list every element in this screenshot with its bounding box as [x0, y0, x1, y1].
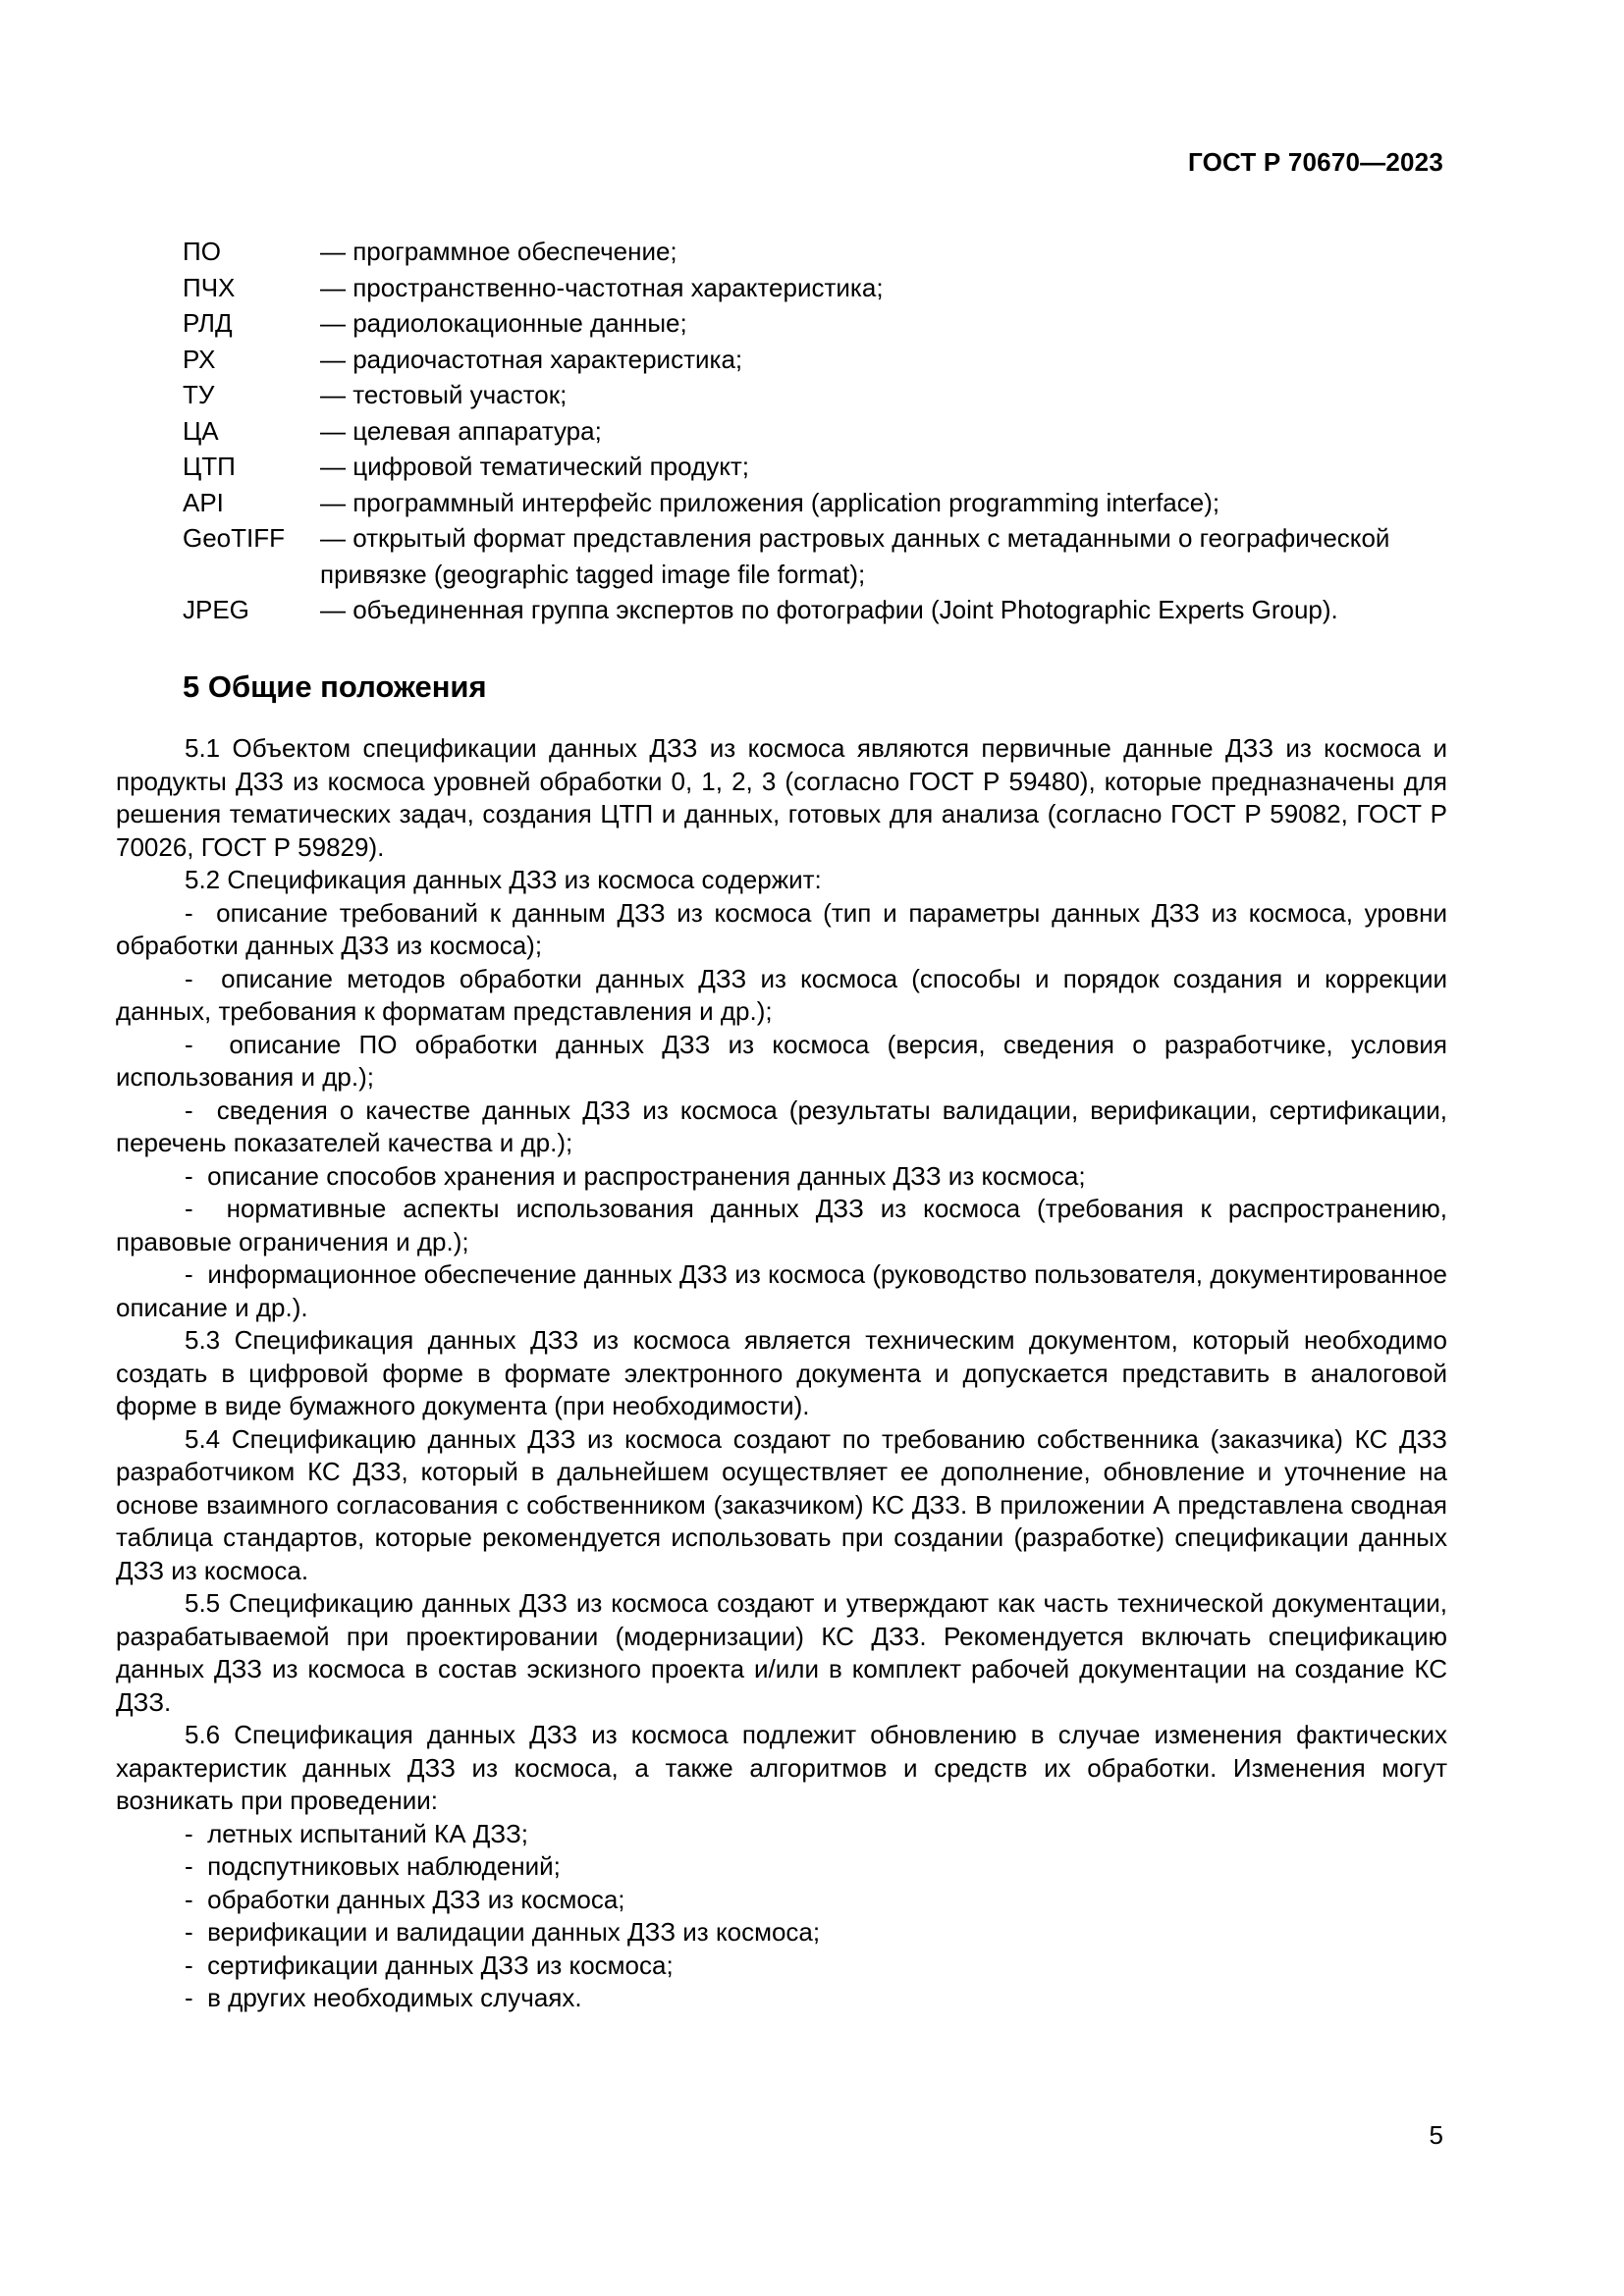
- list-item: - верификации и валидации данных ДЗЗ из космоса;: [116, 1916, 1447, 1949]
- paragraph-5-2: 5.2 Спецификация данных ДЗЗ из космоса содержит:: [185, 865, 822, 894]
- abbreviation-item: [183, 342, 1445, 378]
- abbreviation-term: JPEG: [183, 595, 249, 624]
- abbreviation-item: [183, 413, 1445, 450]
- abbreviation-definition: — радиочастотная характеристика;: [320, 344, 743, 374]
- abbreviation-definition: — пространственно-частотная характеристика;: [320, 272, 884, 302]
- paragraph-5-4: 5.4 Спецификацию данных ДЗЗ из космоса создают по требованию собственника (заказчика) КС ДЗЗ разработчиком КС ДЗЗ, который в дальнейшем осуществляет ее дополнение, обновление и уточнение на основе взаимного согласования с собственником (заказчиком) КС ДЗЗ. В приложении А представлена сводная таблица стандартов, которые рекомендуется использовать при создании (разработке) спецификации данных ДЗЗ из космоса.: [116, 1423, 1447, 1585]
- abbreviation-item: [183, 592, 1445, 628]
- paragraph-5-6: 5.6 Спецификация данных ДЗЗ из космоса подлежит обновлению в случае изменения фактических характеристик данных ДЗЗ из космоса, а также алгоритмов и средств их обработки. Изменения могут возникать при проведении:: [116, 1720, 1447, 1815]
- list-item: - сведения о качестве данных ДЗЗ из космоса (результаты валидации, верификации, сертификации, перечень показателей качества и др.);: [116, 1095, 1447, 1160]
- abbreviation-definition: — тестовый участок;: [320, 380, 568, 409]
- abbreviation-definition: — цифровой тематический продукт;: [320, 452, 749, 481]
- abbreviation-item: [183, 234, 1445, 270]
- section-body: [116, 732, 1447, 2015]
- abbreviation-term: ЦА: [183, 415, 219, 446]
- abbreviation-definition: — объединенная группа экспертов по фотографии (Joint Photographic Experts Group).: [320, 595, 1338, 624]
- list-item: - летных испытаний КА ДЗЗ;: [116, 1818, 1447, 1851]
- abbreviation-term: GeoTIFF: [183, 523, 286, 553]
- page-number: 5: [1429, 2120, 1443, 2150]
- abbreviation-item: [183, 520, 1445, 592]
- list-item: - описание способов хранения и распространения данных ДЗЗ из космоса;: [116, 1160, 1447, 1194]
- abbreviation-definition: — целевая аппаратура;: [320, 415, 602, 446]
- list-item: - нормативные аспекты использования данных ДЗЗ из космоса (требования к распространению, правовые ограничения и др.);: [116, 1193, 1447, 1258]
- list-item: - обработки данных ДЗЗ из космоса;: [116, 1884, 1447, 1917]
- abbreviation-item: [183, 270, 1445, 306]
- abbreviation-term: ПЧХ: [183, 272, 236, 302]
- abbreviation-definition: — программный интерфейс приложения (application programming interface);: [320, 487, 1220, 517]
- abbreviation-term: РЛД: [183, 308, 233, 338]
- abbreviation-definition: — радиолокационные данные;: [320, 308, 687, 338]
- list-item: - сертификации данных ДЗЗ из космоса;: [116, 1949, 1447, 1983]
- abbreviation-definition: — открытый формат представления растровых данных с метаданными о географической привязке (geographic tagged image file format);: [320, 523, 1390, 589]
- abbreviation-item: [183, 305, 1445, 342]
- list-item: - подспутниковых наблюдений;: [116, 1850, 1447, 1884]
- paragraph-5-5: 5.5 Спецификацию данных ДЗЗ из космоса создают и утверждают как часть технической документации, разрабатываемой при проектировании (модернизации) КС ДЗЗ. Рекомендуется включать спецификацию данных ДЗЗ из космоса в состав эскизного проекта и/или в комплект рабочей документации на создание КС ДЗЗ.: [116, 1588, 1447, 1717]
- abbreviation-item: [183, 377, 1445, 413]
- section-title: 5 Общие положения: [183, 669, 487, 704]
- list-item: - описание ПО обработки данных ДЗЗ из космоса (версия, сведения о разработчике, условия использования и др.);: [116, 1029, 1447, 1095]
- paragraph-5-1: 5.1 Объектом спецификации данных ДЗЗ из космоса являются первичные данные ДЗЗ из космоса и продукты ДЗЗ из космоса уровней обработки 0, 1, 2, 3 (согласно ГОСТ Р 59480), которые предназначены для решения тематических задач, создания ЦТП и данных, готовых для анализа (согласно ГОСТ Р 59082, ГОСТ Р 70026, ГОСТ Р 59829).: [116, 733, 1447, 862]
- list-item: - описание методов обработки данных ДЗЗ из космоса (способы и порядок создания и коррекции данных, требования к форматам представления и др.);: [116, 963, 1447, 1029]
- abbreviation-term: ПО: [183, 237, 221, 266]
- abbreviation-list: [183, 234, 1445, 628]
- abbreviation-item: [183, 449, 1445, 485]
- abbreviation-term: API: [183, 487, 224, 517]
- abbreviation-item: [183, 485, 1445, 521]
- abbreviation-definition: — программное обеспечение;: [320, 237, 677, 266]
- abbreviation-term: ТУ: [183, 380, 215, 409]
- list-item: - в других необходимых случаях.: [116, 1982, 1447, 2015]
- document-header: ГОСТ Р 70670—2023: [1188, 147, 1443, 177]
- list-item: - описание требований к данным ДЗЗ из космоса (тип и параметры данных ДЗЗ из космоса, уровни обработки данных ДЗЗ из космоса);: [116, 897, 1447, 963]
- paragraph-5-3: 5.3 Спецификация данных ДЗЗ из космоса является техническим документом, который необходимо создать в цифровой форме в формате электронного документа и допускается представить в аналоговой форме в виде бумажного документа (при необходимости).: [116, 1325, 1447, 1420]
- abbreviation-term: ЦТП: [183, 452, 236, 481]
- abbreviation-term: РХ: [183, 344, 216, 374]
- list-item: - информационное обеспечение данных ДЗЗ из космоса (руководство пользователя, документированное описание и др.).: [116, 1258, 1447, 1324]
